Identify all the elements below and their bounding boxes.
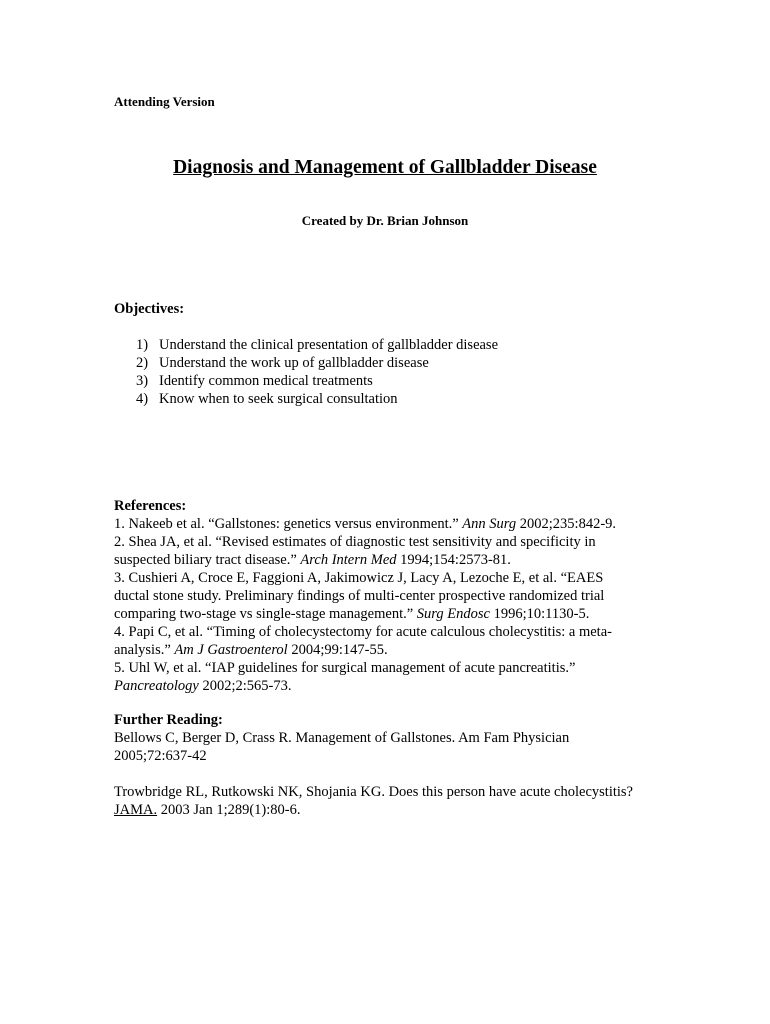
- further-reading-line: Trowbridge RL, Rutkowski NK, Shojania KG. Does this person have acute cholecystitis?: [114, 784, 633, 800]
- citation-details: 2002;2:565-73.: [198, 678, 292, 694]
- item-text: Identify common medical treatments: [159, 373, 373, 389]
- reference-text: suspected biliary tract disease.”: [114, 552, 301, 568]
- citation-details: 2004;99:147-55.: [287, 642, 388, 658]
- list-item: [136, 354, 498, 372]
- reference-text: 2. Shea JA, et al. “Revised estimates of diagnostic test sensitivity and specificity in: [114, 534, 596, 550]
- journal-name: Surg Endosc: [416, 606, 490, 622]
- reference-line: [114, 623, 674, 641]
- item-number: 4): [136, 391, 149, 407]
- list-item: [136, 336, 498, 354]
- further-reading-line: 2005;72:637-42: [114, 748, 207, 764]
- reference-line: [114, 659, 674, 677]
- item-text: Understand the clinical presentation of gallbladder disease: [159, 337, 499, 353]
- references-section: [114, 497, 674, 695]
- citation-details: 2002;235:842-9.: [516, 516, 617, 532]
- list-item: [136, 390, 498, 408]
- reference-text: analysis.”: [114, 642, 175, 658]
- further-reading-line: Bellows C, Berger D, Crass R. Management of Gallstones. Am Fam Physician: [114, 730, 570, 746]
- objectives-list: [136, 336, 498, 408]
- further-reading-heading: Further Reading:: [114, 712, 223, 728]
- spacer: [114, 765, 674, 783]
- citation-details: 1996;10:1130-5.: [489, 606, 590, 622]
- reference-line: [114, 641, 674, 659]
- version-label: Attending Version: [114, 94, 215, 109]
- further-reading-line: [114, 801, 674, 819]
- reference-text: comparing two-stage vs single-stage management.”: [114, 606, 417, 622]
- reference-text: 3. Cushieri A, Croce E, Faggioni A, Jakimowicz J, Lacy A, Lezoche E, et al. “EAES: [114, 570, 604, 586]
- reference-line: [114, 677, 674, 695]
- item-number: 3): [136, 373, 149, 389]
- citation-details: 1994;154:2573-81.: [396, 552, 511, 568]
- item-number: 2): [136, 355, 149, 371]
- objectives-heading: Objectives:: [114, 301, 185, 317]
- citation-details: 2003 Jan 1;289(1):80-6.: [157, 802, 301, 818]
- reference-line: [114, 605, 674, 623]
- reference-line: [114, 515, 674, 533]
- page-title: Diagnosis and Management of Gallbladder Disease: [173, 157, 597, 178]
- further-reading-section: [114, 711, 674, 819]
- item-text: Know when to seek surgical consultation: [159, 391, 398, 407]
- reference-text: 4. Papi C, et al. “Timing of cholecystectomy for acute calculous cholecystitis: a meta-: [114, 624, 612, 640]
- reference-line: [114, 551, 674, 569]
- reference-line: [114, 533, 674, 551]
- reference-text: 5. Uhl W, et al. “IAP guidelines for surgical management of acute pancreatitis.”: [114, 660, 576, 676]
- reference-text: 1. Nakeeb et al. “Gallstones: genetics versus environment.”: [114, 516, 463, 532]
- reference-line: [114, 587, 674, 605]
- journal-name: Ann Surg: [462, 516, 517, 532]
- journal-name: Arch Intern Med: [300, 552, 397, 568]
- reference-text: ductal stone study. Preliminary findings of multi-center prospective randomized trial: [114, 588, 605, 604]
- item-number: 1): [136, 337, 149, 353]
- list-item: [136, 372, 498, 390]
- journal-name: Am J Gastroenterol: [174, 642, 288, 658]
- item-text: Understand the work up of gallbladder disease: [159, 355, 429, 371]
- reference-line: [114, 569, 674, 587]
- journal-link[interactable]: JAMA.: [114, 802, 158, 818]
- author-line: Created by Dr. Brian Johnson: [301, 213, 469, 228]
- references-heading: References:: [114, 498, 187, 514]
- journal-name: Pancreatology: [114, 678, 199, 694]
